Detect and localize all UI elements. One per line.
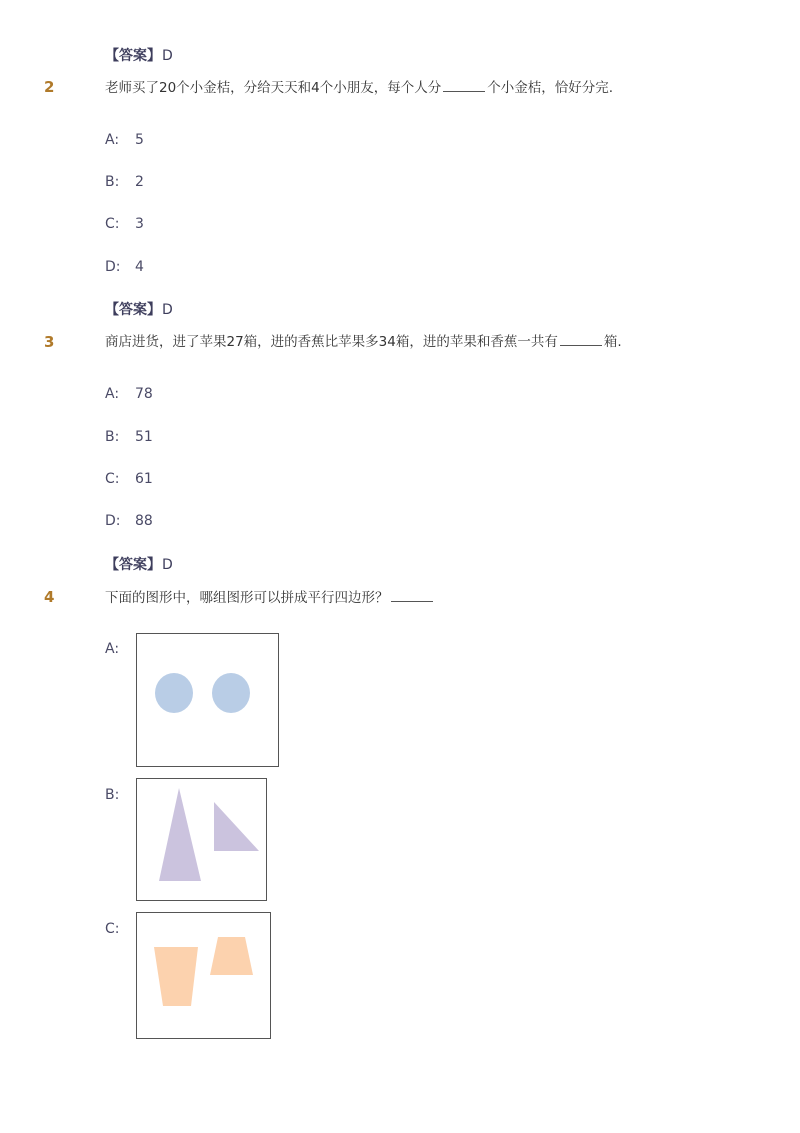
option-label: C:: [105, 216, 120, 232]
option-label: B:: [105, 174, 120, 190]
option-value: 3: [135, 216, 144, 232]
answer-label: 【答案】: [105, 48, 161, 64]
option-3-c[interactable]: [105, 470, 153, 488]
option-3-b[interactable]: [105, 428, 153, 446]
question-text-part: 下面的图形中，哪组图形可以拼成平行四边形？: [105, 590, 389, 606]
answer-line-1: [105, 47, 173, 65]
answer-blank: [560, 333, 602, 346]
option-value: 4: [135, 259, 144, 275]
option-4-b-figure[interactable]: [136, 778, 267, 901]
question-text-3: [105, 333, 622, 351]
option-label: A:: [105, 132, 120, 148]
question-text-part: 个小金桔，恰好分完.: [487, 80, 614, 96]
answer-value: D: [162, 48, 173, 64]
option-2-c[interactable]: [105, 215, 144, 233]
circle-shape: [155, 673, 193, 713]
option-4-b-label: B:: [105, 787, 120, 803]
question-text-part: 商店进货，进了苹果27箱，进的香蕉比苹果多34箱，进的苹果和香蕉一共有: [105, 334, 558, 350]
question-text-2: [105, 79, 613, 97]
question-text-part: 箱.: [603, 334, 622, 350]
triangle-shape: [159, 788, 201, 881]
option-value: 2: [135, 174, 144, 190]
answer-line-3: [105, 556, 173, 574]
option-label: A:: [105, 386, 120, 402]
answer-label: 【答案】: [105, 302, 161, 318]
option-3-d[interactable]: [105, 512, 153, 530]
option-4-c-figure[interactable]: [136, 912, 271, 1039]
option-4-a-label: A:: [105, 641, 120, 657]
two-triangles-figure: [137, 779, 266, 900]
option-label: D:: [105, 513, 121, 529]
option-4-c-label: C:: [105, 921, 120, 937]
option-value: 51: [135, 429, 153, 445]
option-value: 88: [135, 513, 153, 529]
trapezoid-shape: [154, 947, 198, 1006]
question-number-3: 3: [44, 333, 55, 351]
option-value: 5: [135, 132, 144, 148]
option-label: D:: [105, 259, 121, 275]
question-text-part: 老师买了20个小金桔，分给天天和4个小朋友，每个人分: [105, 80, 442, 96]
option-value: 78: [135, 386, 153, 402]
question-number-2: 2: [44, 78, 55, 96]
option-4-a-figure[interactable]: [136, 633, 279, 767]
answer-blank: [443, 79, 485, 92]
circle-shape: [212, 673, 250, 713]
two-trapezoids-figure: [137, 913, 270, 1038]
question-text-4: [105, 589, 435, 607]
option-label: B:: [105, 429, 120, 445]
option-2-a[interactable]: [105, 131, 144, 149]
question-number-4: 4: [44, 588, 55, 606]
answer-value: D: [162, 557, 173, 573]
two-circles-figure: [137, 634, 278, 766]
answer-value: D: [162, 302, 173, 318]
option-label: C:: [105, 471, 120, 487]
answer-line-2: [105, 301, 173, 319]
trapezoid-shape: [210, 937, 253, 975]
option-2-d[interactable]: [105, 258, 144, 276]
answer-blank: [391, 589, 433, 602]
option-3-a[interactable]: [105, 385, 153, 403]
option-value: 61: [135, 471, 153, 487]
triangle-shape: [214, 802, 259, 851]
option-2-b[interactable]: [105, 173, 144, 191]
answer-label: 【答案】: [105, 557, 161, 573]
